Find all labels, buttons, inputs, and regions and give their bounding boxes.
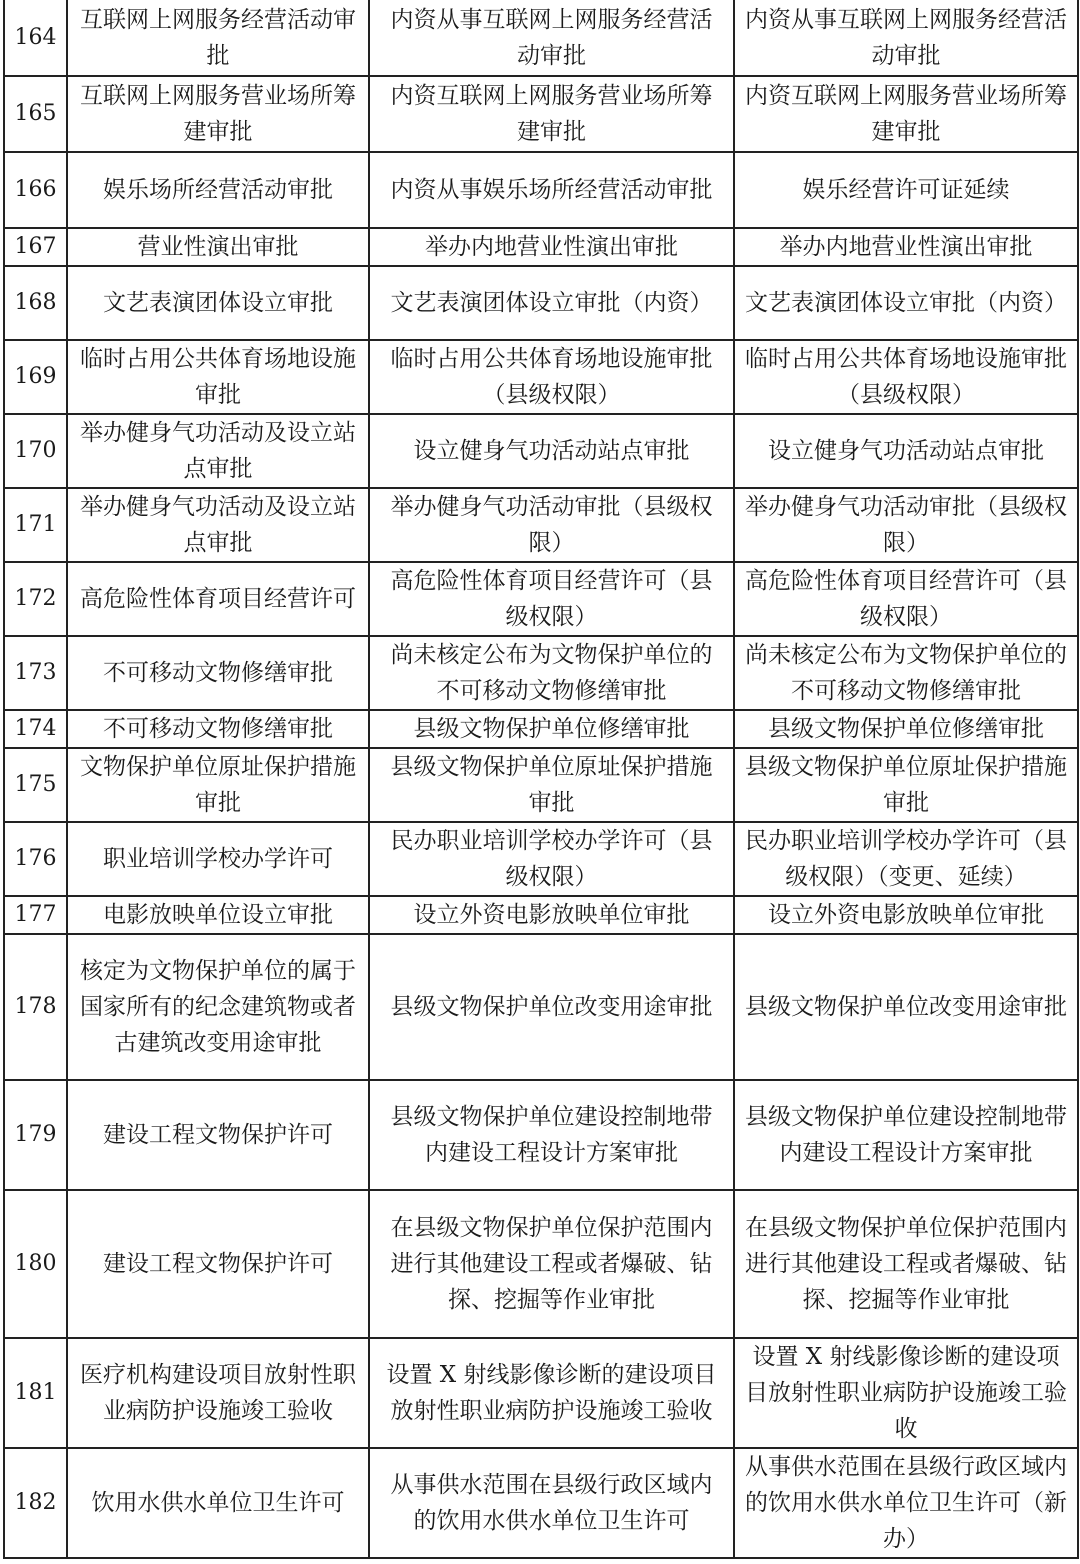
table-row	[4, 152, 1078, 228]
table-row	[4, 1338, 1078, 1448]
sub-item-name: 文艺表演团体设立审批（内资）	[369, 266, 734, 340]
item-name: 饮用水供水单位卫生许可	[67, 1448, 369, 1558]
table-row	[4, 1448, 1078, 1558]
sub-item-name: 县级文物保护单位修缮审批	[369, 710, 734, 748]
table-row	[4, 340, 1078, 414]
row-number: 172	[4, 562, 67, 636]
sub-item-name: 设置 X 射线影像诊断的建设项目放射性职业病防护设施竣工验收	[369, 1338, 734, 1448]
item-name: 互联网上网服务营业场所筹建审批	[67, 76, 369, 152]
detail-item-name: 内资从事互联网上网服务经营活动审批	[734, 0, 1078, 76]
sub-item-name: 设立健身气功活动站点审批	[369, 414, 734, 488]
row-number: 168	[4, 266, 67, 340]
item-name: 文艺表演团体设立审批	[67, 266, 369, 340]
item-name: 互联网上网服务经营活动审批	[67, 0, 369, 76]
detail-item-name: 举办健身气功活动审批（县级权限）	[734, 488, 1078, 562]
detail-item-name: 内资互联网上网服务营业场所筹建审批	[734, 76, 1078, 152]
table-row	[4, 414, 1078, 488]
sub-item-name: 设立外资电影放映单位审批	[369, 896, 734, 934]
table-row	[4, 822, 1078, 896]
row-number: 178	[4, 934, 67, 1080]
item-name: 举办健身气功活动及设立站点审批	[67, 488, 369, 562]
table-row	[4, 710, 1078, 748]
approval-items-table	[3, 0, 1079, 1559]
row-number: 176	[4, 822, 67, 896]
item-name: 不可移动文物修缮审批	[67, 710, 369, 748]
sub-item-name: 从事供水范围在县级行政区域内的饮用水供水单位卫生许可	[369, 1448, 734, 1558]
detail-item-name: 在县级文物保护单位保护范围内进行其他建设工程或者爆破、钻探、挖掘等作业审批	[734, 1190, 1078, 1338]
item-name: 不可移动文物修缮审批	[67, 636, 369, 710]
detail-item-name: 设立健身气功活动站点审批	[734, 414, 1078, 488]
table-row	[4, 228, 1078, 266]
sub-item-name: 内资从事娱乐场所经营活动审批	[369, 152, 734, 228]
table-row	[4, 488, 1078, 562]
row-number: 174	[4, 710, 67, 748]
item-name: 文物保护单位原址保护措施审批	[67, 748, 369, 822]
table-row	[4, 562, 1078, 636]
row-number: 171	[4, 488, 67, 562]
table-row	[4, 748, 1078, 822]
detail-item-name: 尚未核定公布为文物保护单位的不可移动文物修缮审批	[734, 636, 1078, 710]
detail-item-name: 临时占用公共体育场地设施审批（县级权限）	[734, 340, 1078, 414]
sub-item-name: 举办健身气功活动审批（县级权限）	[369, 488, 734, 562]
item-name: 娱乐场所经营活动审批	[67, 152, 369, 228]
sub-item-name: 县级文物保护单位建设控制地带内建设工程设计方案审批	[369, 1080, 734, 1190]
item-name: 核定为文物保护单位的属于国家所有的纪念建筑物或者古建筑改变用途审批	[67, 934, 369, 1080]
sub-item-name: 民办职业培训学校办学许可（县级权限）	[369, 822, 734, 896]
sub-item-name: 在县级文物保护单位保护范围内进行其他建设工程或者爆破、钻探、挖掘等作业审批	[369, 1190, 734, 1338]
detail-item-name: 从事供水范围在县级行政区域内的饮用水供水单位卫生许可（新办）	[734, 1448, 1078, 1558]
table-row	[4, 896, 1078, 934]
detail-item-name: 县级文物保护单位改变用途审批	[734, 934, 1078, 1080]
row-number: 179	[4, 1080, 67, 1190]
table-row	[4, 76, 1078, 152]
item-name: 营业性演出审批	[67, 228, 369, 266]
row-number: 182	[4, 1448, 67, 1558]
detail-item-name: 高危险性体育项目经营许可（县级权限）	[734, 562, 1078, 636]
sub-item-name: 临时占用公共体育场地设施审批（县级权限）	[369, 340, 734, 414]
detail-item-name: 设立外资电影放映单位审批	[734, 896, 1078, 934]
sub-item-name: 内资从事互联网上网服务经营活动审批	[369, 0, 734, 76]
item-name: 电影放映单位设立审批	[67, 896, 369, 934]
table-row	[4, 266, 1078, 340]
table-row	[4, 934, 1078, 1080]
sub-item-name: 举办内地营业性演出审批	[369, 228, 734, 266]
row-number: 165	[4, 76, 67, 152]
detail-item-name: 文艺表演团体设立审批（内资）	[734, 266, 1078, 340]
table-row	[4, 1190, 1078, 1338]
item-name: 临时占用公共体育场地设施审批	[67, 340, 369, 414]
detail-item-name: 娱乐经营许可证延续	[734, 152, 1078, 228]
row-number: 167	[4, 228, 67, 266]
row-number: 164	[4, 0, 67, 76]
detail-item-name: 县级文物保护单位原址保护措施审批	[734, 748, 1078, 822]
item-name: 职业培训学校办学许可	[67, 822, 369, 896]
sub-item-name: 县级文物保护单位原址保护措施审批	[369, 748, 734, 822]
sub-item-name: 尚未核定公布为文物保护单位的不可移动文物修缮审批	[369, 636, 734, 710]
row-number: 175	[4, 748, 67, 822]
item-name: 医疗机构建设项目放射性职业病防护设施竣工验收	[67, 1338, 369, 1448]
detail-item-name: 设置 X 射线影像诊断的建设项目放射性职业病防护设施竣工验收	[734, 1338, 1078, 1448]
detail-item-name: 县级文物保护单位修缮审批	[734, 710, 1078, 748]
table-row	[4, 0, 1078, 76]
row-number: 181	[4, 1338, 67, 1448]
item-name: 建设工程文物保护许可	[67, 1190, 369, 1338]
sub-item-name: 内资互联网上网服务营业场所筹建审批	[369, 76, 734, 152]
row-number: 173	[4, 636, 67, 710]
item-name: 举办健身气功活动及设立站点审批	[67, 414, 369, 488]
sub-item-name: 县级文物保护单位改变用途审批	[369, 934, 734, 1080]
detail-item-name: 民办职业培训学校办学许可（县级权限）（变更、延续）	[734, 822, 1078, 896]
item-name: 建设工程文物保护许可	[67, 1080, 369, 1190]
row-number: 180	[4, 1190, 67, 1338]
item-name: 高危险性体育项目经营许可	[67, 562, 369, 636]
row-number: 169	[4, 340, 67, 414]
table-row	[4, 1080, 1078, 1190]
row-number: 166	[4, 152, 67, 228]
sub-item-name: 高危险性体育项目经营许可（县级权限）	[369, 562, 734, 636]
table-row	[4, 636, 1078, 710]
detail-item-name: 县级文物保护单位建设控制地带内建设工程设计方案审批	[734, 1080, 1078, 1190]
row-number: 177	[4, 896, 67, 934]
row-number: 170	[4, 414, 67, 488]
detail-item-name: 举办内地营业性演出审批	[734, 228, 1078, 266]
